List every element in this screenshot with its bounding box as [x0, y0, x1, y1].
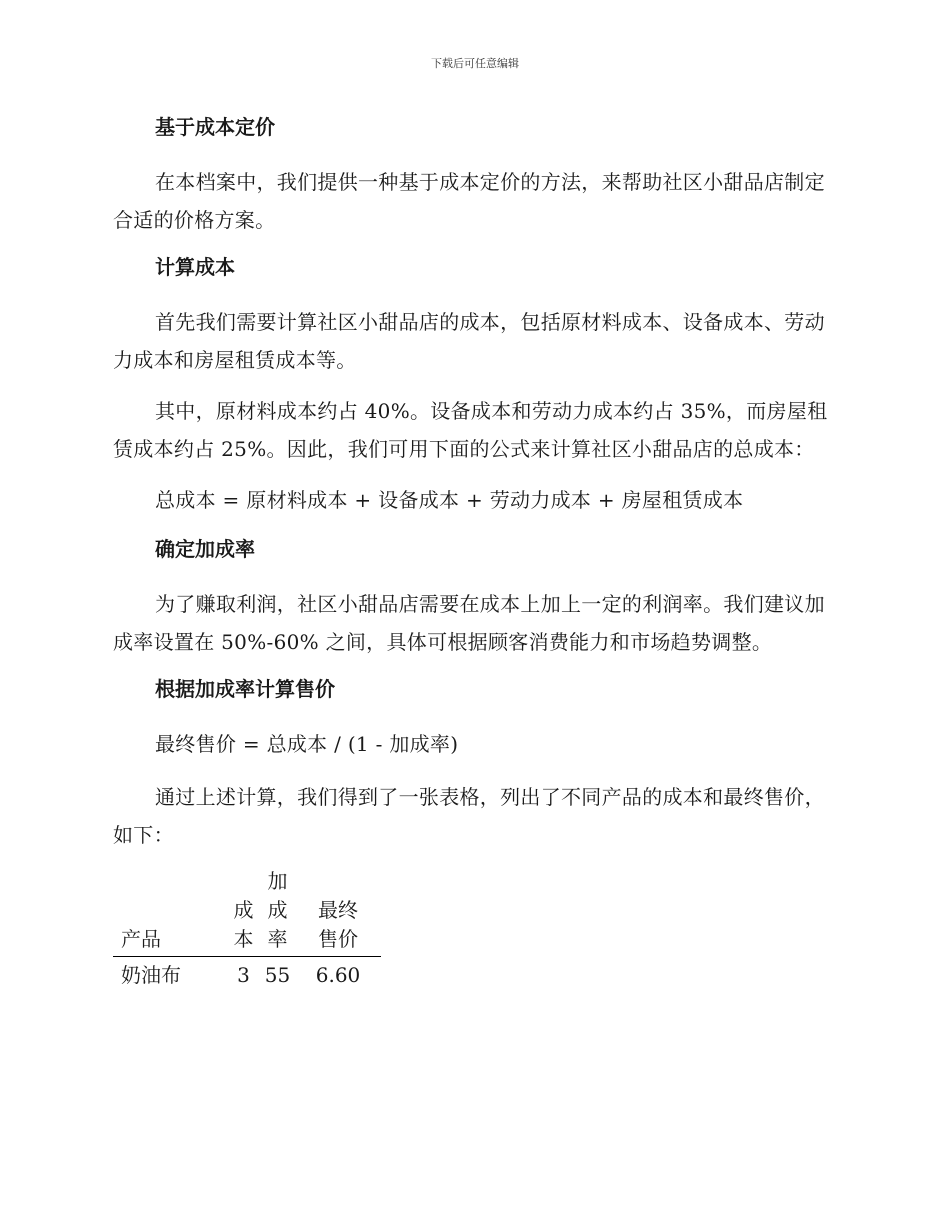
- header-cost-line1: 成: [233, 898, 254, 922]
- total-cost-formula: 总成本 = 原材料成本 + 设备成本 + 劳动力成本 + 房屋租赁成本: [155, 488, 744, 512]
- header-markup: [260, 867, 295, 957]
- section-heading-price-calc: 根据加成率计算售价: [155, 677, 335, 701]
- header-markup-line2: 成: [267, 898, 288, 922]
- header-price-line2: 售价: [318, 927, 358, 951]
- cell-markup: 55: [264, 963, 291, 987]
- price-table: [113, 867, 381, 989]
- table-row: [113, 957, 381, 990]
- header-price-line1: 最终: [318, 898, 358, 922]
- header-product: 产品: [113, 867, 227, 957]
- section-heading-cost-pricing: 基于成本定价: [155, 115, 275, 139]
- document-body: [113, 112, 833, 989]
- section-heading-markup-rate: 确定加成率: [155, 537, 255, 561]
- cost-components-paragraph: 首先我们需要计算社区小甜品店的成本，包括原材料成本、设备成本、劳动力成本和房屋租赁成本等。: [113, 310, 825, 372]
- markup-rate-paragraph: 为了赚取利润，社区小甜品店需要在成本上加上一定的利润率。我们建议加成率设置在 50%-60% 之间，具体可根据顾客消费能力和市场趋势调整。: [113, 592, 825, 654]
- intro-paragraph: 在本档案中，我们提供一种基于成本定价的方法，来帮助社区小甜品店制定合适的价格方案。: [113, 170, 825, 232]
- header-cost-line2: 本: [233, 927, 254, 951]
- header-cost: [227, 867, 260, 957]
- table-intro-paragraph: 通过上述计算，我们得到了一张表格，列出了不同产品的成本和最终售价，如下：: [113, 785, 825, 847]
- final-price-formula: 最终售价 = 总成本 / (1 - 加成率): [155, 732, 459, 756]
- cost-ratio-paragraph: 其中，原材料成本约占 40%。设备成本和劳动力成本约占 35%，而房屋租赁成本约占 25%。因此，我们可用下面的公式来计算社区小甜品店的总成本：: [113, 399, 828, 461]
- header-price: [295, 867, 381, 957]
- cell-product: 奶油布: [121, 963, 181, 987]
- table-header-row: [113, 867, 381, 957]
- page-header-note: 下载后可任意编辑: [431, 57, 519, 70]
- section-heading-calculate-cost: 计算成本: [155, 255, 235, 279]
- cell-price: 6.60: [315, 963, 361, 987]
- cell-cost: 3: [237, 963, 250, 987]
- header-markup-line1: 加: [267, 869, 288, 893]
- header-markup-line3: 率: [267, 927, 288, 951]
